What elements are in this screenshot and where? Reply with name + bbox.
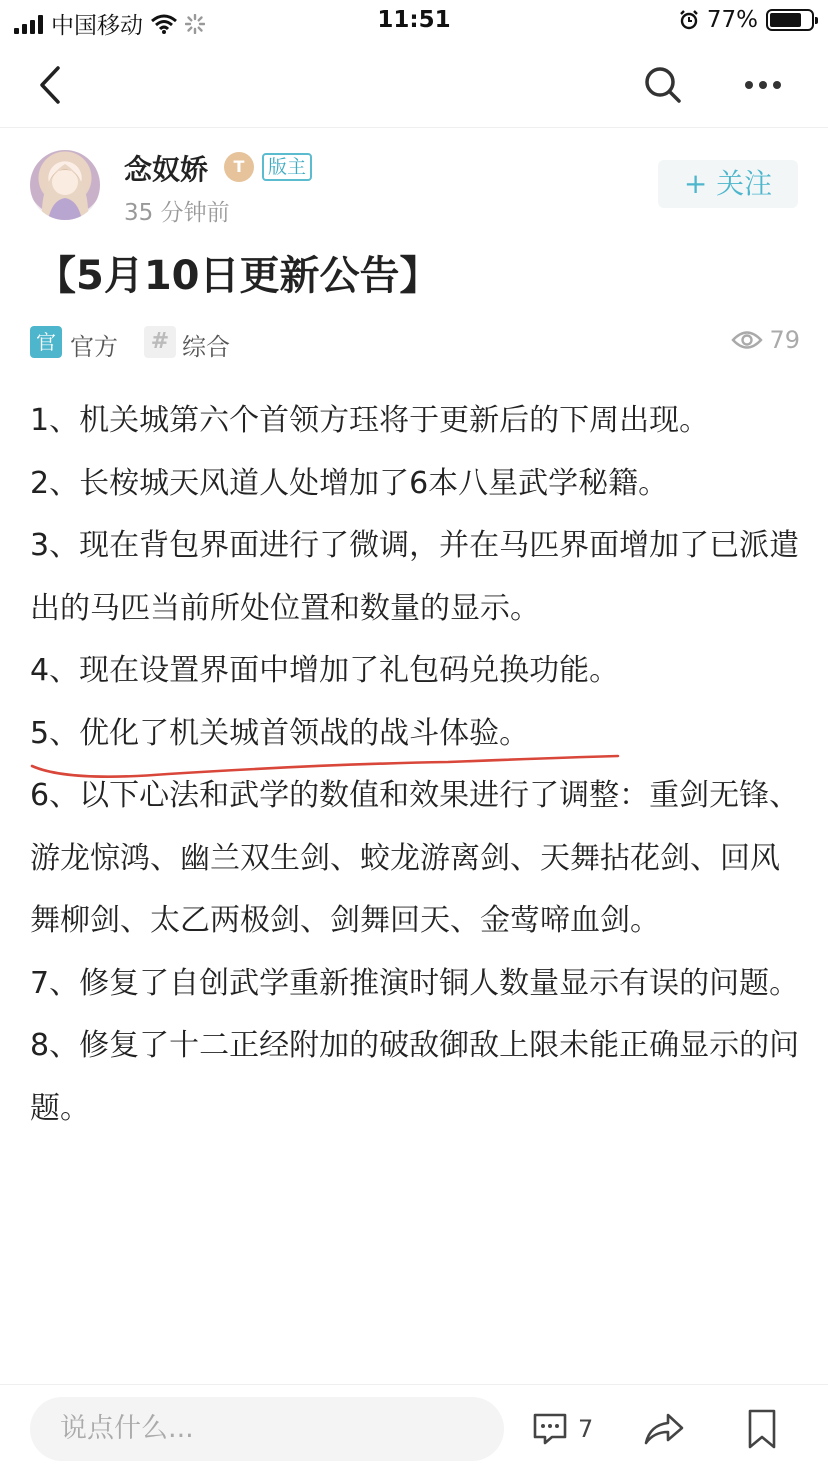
tag-official[interactable]: 官方: [70, 333, 118, 361]
avatar-illustration: [30, 150, 100, 220]
search-icon[interactable]: [640, 62, 686, 108]
carrier-label: 中国移动: [51, 13, 143, 39]
view-count: [731, 326, 800, 354]
comment-icon: [532, 1412, 568, 1446]
content-line: 1、机关城第六个首领方珏将于更新后的下周出现。: [30, 403, 710, 438]
more-horizontal-icon[interactable]: [740, 62, 786, 108]
author-row: [0, 140, 828, 230]
tag-general[interactable]: 综合: [182, 333, 230, 361]
content-line: 5、优化了机关城首领战的战斗体验。: [30, 715, 530, 751]
comment-input[interactable]: 说点什么...: [30, 1397, 504, 1461]
moderator-badge: 版主: [262, 153, 312, 181]
share-icon[interactable]: [642, 1407, 686, 1451]
official-tag-icon: 官: [30, 326, 62, 358]
author-name[interactable]: 念奴娇: [124, 153, 209, 186]
tags-row: [30, 324, 800, 360]
battery-icon: [766, 9, 814, 31]
follow-button[interactable]: + 关注: [658, 160, 798, 208]
content-line: 2、长桉城天风道人处增加了6本八星武学秘籍。: [30, 465, 669, 501]
alarm-icon: [679, 10, 699, 30]
chevron-left-icon[interactable]: [30, 62, 76, 108]
bottom-bar: [0, 1384, 828, 1472]
avatar[interactable]: [30, 150, 100, 220]
status-right: [679, 7, 814, 33]
battery-fill: [770, 13, 801, 27]
content-line: 7、修复了自创武学重新推演时铜人数量显示有误的问题。: [30, 965, 800, 1001]
eye-icon: [731, 329, 763, 351]
status-bar: [0, 0, 828, 42]
post-title: 【5月10日更新公告】: [36, 253, 440, 299]
content-line: 8、修复了十二正经附加的破敌御敌上限未能正确显示的问题。: [30, 1028, 800, 1126]
view-count-value: 79: [769, 326, 800, 354]
post-time: 35 分钟前: [124, 200, 230, 226]
level-badge: T: [224, 152, 254, 182]
nav-bar: [0, 42, 828, 128]
content-line: 3、现在背包界面进行了微调，并在马匹界面增加了已派遣出的马匹当前所处位置和数量的显示。: [30, 528, 800, 626]
red-underline-annotation: [28, 752, 628, 782]
comment-count: 7: [578, 1415, 594, 1443]
comment-button[interactable]: [532, 1407, 593, 1451]
clock: 11:51: [377, 7, 451, 33]
content-line: 4、现在设置界面中增加了礼包码兑换功能。: [30, 653, 620, 688]
hashtag-icon: #: [144, 326, 176, 358]
bookmark-icon[interactable]: [742, 1407, 782, 1451]
content-line: 6、以下心法和武学的数值和效果进行了调整：重剑无锋、游龙惊鸿、幽兰双生剑、蛟龙游离剑、天舞拈花剑、回风舞柳剑、太乙两极剑、剑舞回天、金莺啼血剑。: [30, 778, 800, 938]
battery-percent: 77%: [706, 7, 758, 33]
